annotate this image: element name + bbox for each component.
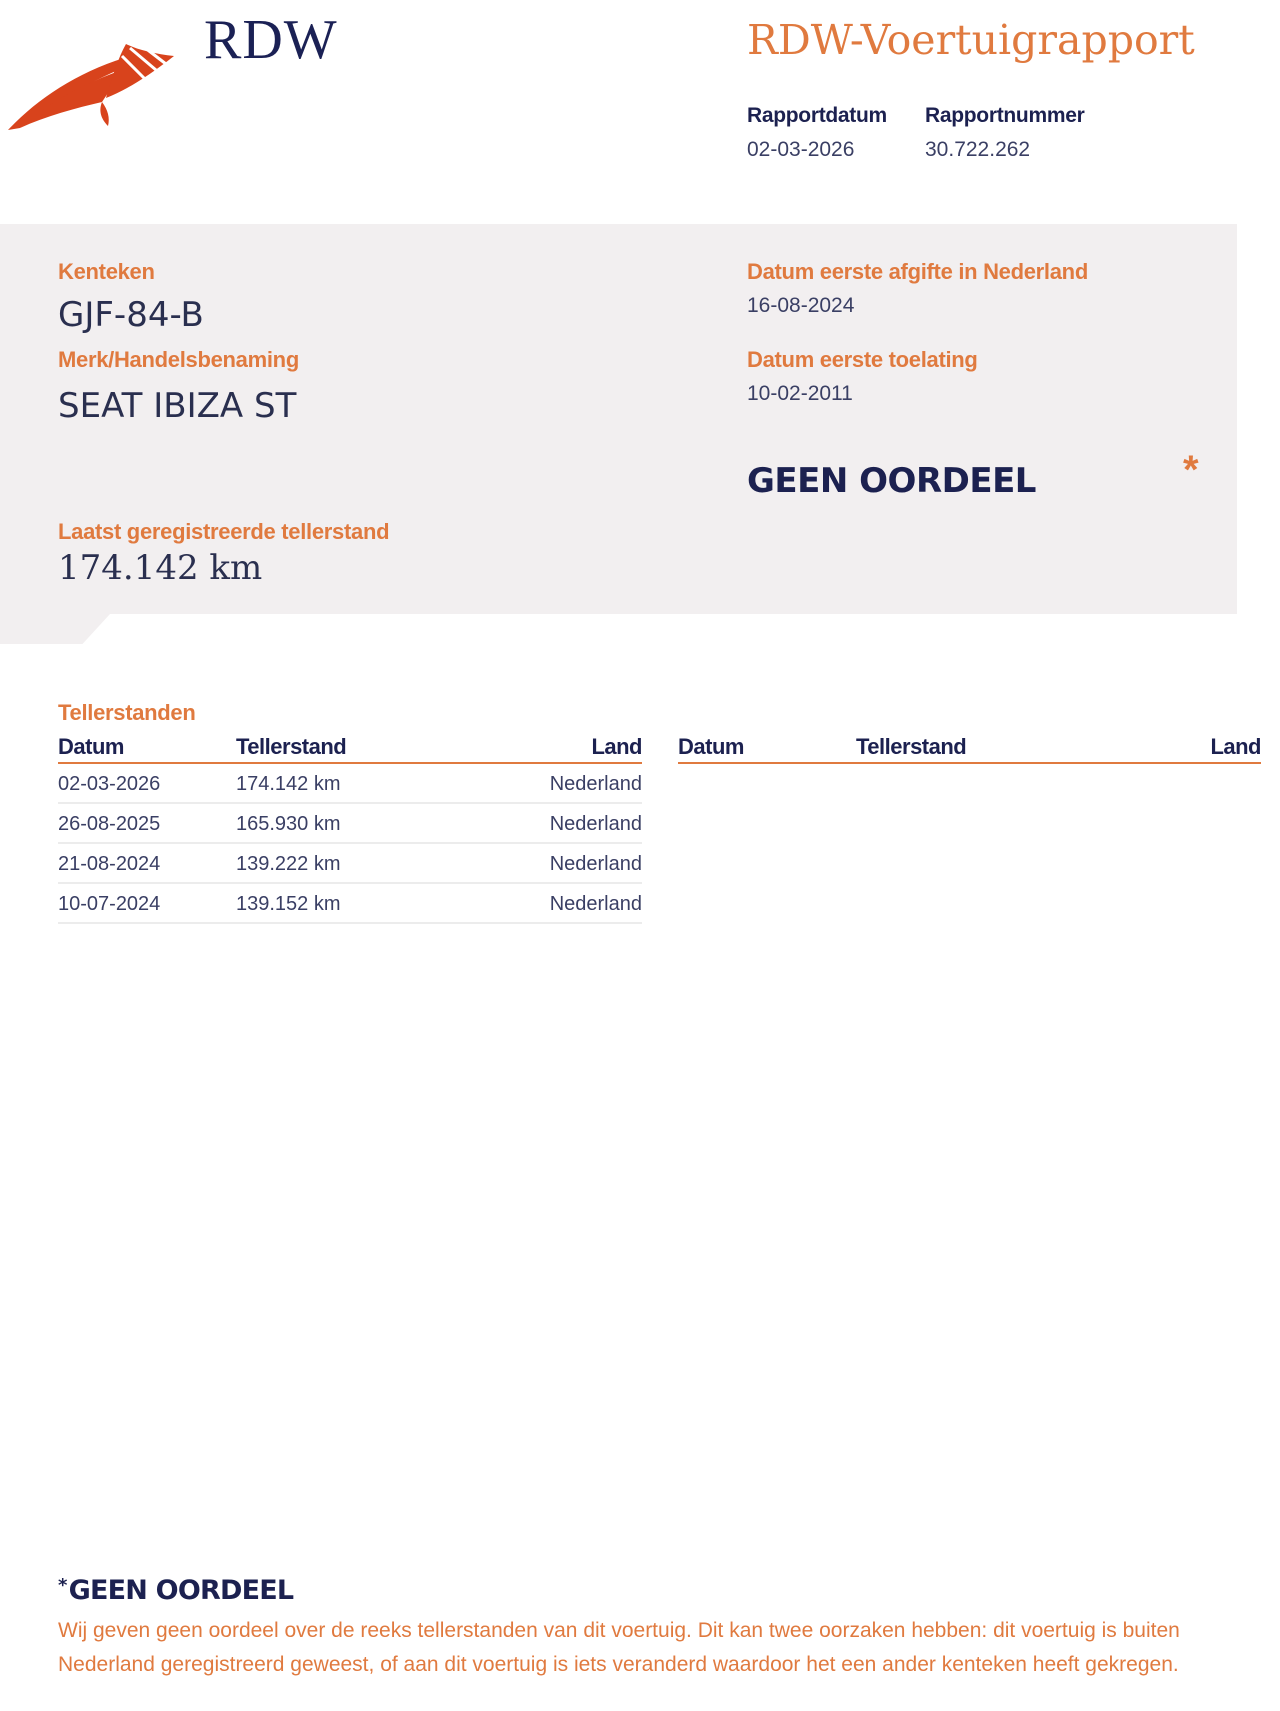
row-country: Nederland (549, 813, 642, 835)
column-header-country: Land (591, 734, 642, 759)
first-admission-label: Datum eerste toelating (747, 347, 978, 372)
table-header (678, 734, 1261, 764)
panel-tab-decoration (0, 614, 110, 644)
table-row (58, 884, 642, 924)
report-date: 02-03-2026 (747, 138, 855, 161)
row-reading: 139.222 km (236, 853, 341, 875)
plate-value: GJF-84-B (58, 295, 204, 335)
row-country: Nederland (549, 773, 642, 795)
row-reading: 165.930 km (236, 813, 341, 835)
row-date: 21-08-2024 (58, 853, 161, 875)
row-country: Nederland (549, 853, 642, 875)
row-reading: 139.152 km (236, 893, 341, 915)
column-header-reading: Tellerstand (236, 734, 347, 759)
report-number: 30.722.262 (925, 138, 1031, 161)
first-issue-nl-value: 16-08-2024 (747, 294, 855, 317)
column-header-date: Datum (58, 734, 124, 759)
row-date: 02-03-2026 (58, 773, 161, 795)
row-reading: 174.142 km (236, 773, 341, 795)
table-header (58, 734, 642, 764)
verdict-asterisk: * (1183, 448, 1199, 492)
table-row (58, 764, 642, 804)
first-admission-value: 10-02-2011 (747, 382, 853, 405)
brand-name: RDW (204, 9, 338, 71)
column-header-date: Datum (678, 734, 744, 759)
row-country: Nederland (549, 893, 642, 915)
row-date: 26-08-2025 (58, 813, 161, 835)
make-value: SEAT IBIZA ST (58, 386, 297, 426)
table-row (58, 804, 642, 844)
verdict-text: GEEN OORDEEL (747, 461, 1036, 501)
plate-label: Kenteken (58, 259, 155, 284)
report-title: RDW-Voertuigrapport (747, 16, 1195, 64)
report-number-label: Rapportnummer (925, 104, 1085, 127)
report-date-label: Rapportdatum (747, 104, 887, 127)
footnote-title (58, 1575, 293, 1606)
readings-title: Tellerstanden (58, 700, 196, 725)
make-label: Merk/Handelsbenaming (58, 347, 299, 372)
column-header-country: Land (1210, 734, 1261, 759)
column-header-reading: Tellerstand (856, 734, 967, 759)
row-date: 10-07-2024 (58, 893, 161, 915)
footnote-title-text: GEEN OORDEEL (68, 1575, 294, 1606)
readings-table-left (58, 734, 642, 924)
odometer-label: Laatst geregistreerde tellerstand (58, 519, 390, 544)
footnote-text: Wij geven geen oordeel over de reeks tellerstanden van dit voertuig. Dit kan twee oorzaken hebben: dit voertuig is buiten Nederland geregistreerd geweest, of aan dit voertuig is iets veranderd waardoor het een ander kenteken heeft gekregen. (58, 1619, 1180, 1676)
table-row (58, 844, 642, 884)
first-issue-nl-label: Datum eerste afgifte in Nederland (747, 259, 1088, 284)
odometer-value: 174.142 km (58, 548, 263, 588)
readings-table-right (678, 734, 1261, 764)
footnote-marker: * (58, 1575, 67, 1596)
rdw-logo-icon (6, 38, 176, 133)
